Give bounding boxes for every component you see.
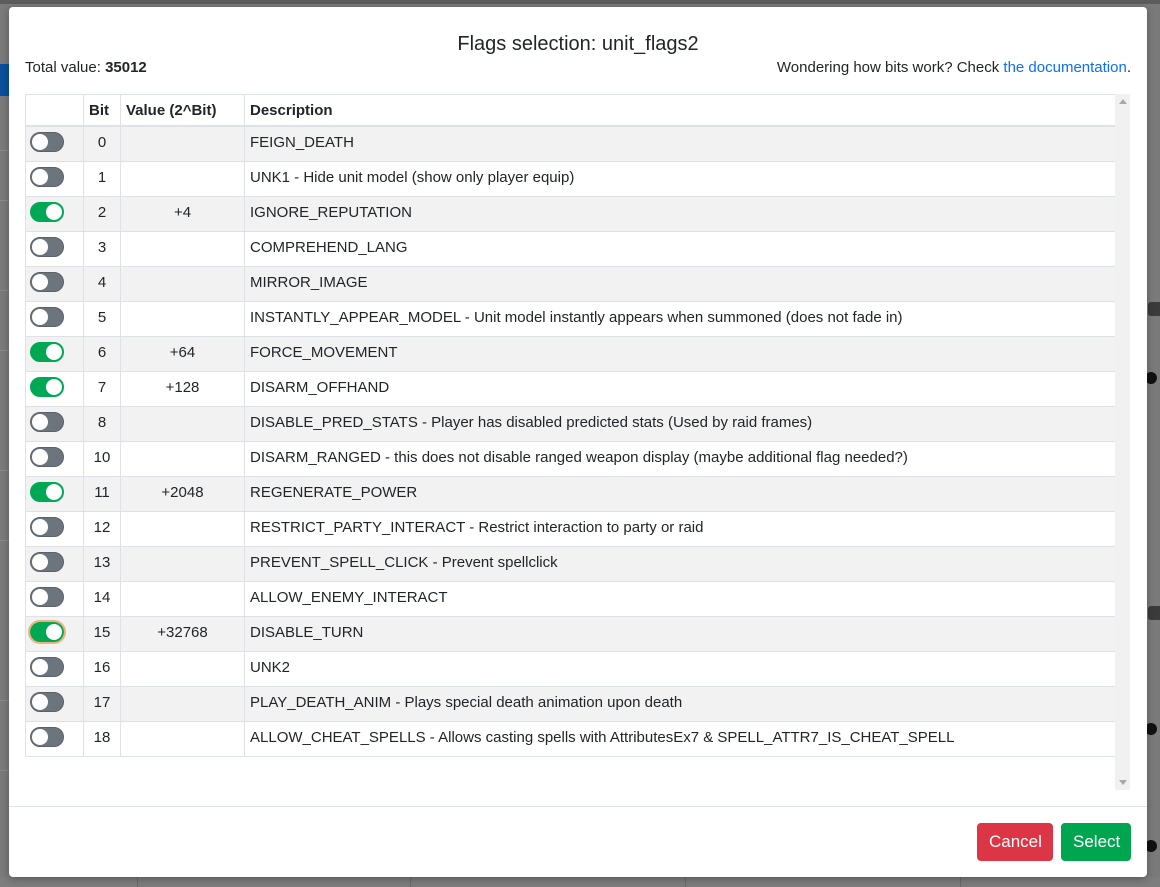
toggle-knob xyxy=(32,449,48,465)
description-cell: PREVENT_SPELL_CLICK - Prevent spellclick xyxy=(245,546,1117,581)
background-divider xyxy=(0,470,9,471)
toggle-cell xyxy=(26,161,84,196)
bit-cell: 0 xyxy=(84,126,121,161)
toggle-knob xyxy=(46,344,62,360)
toggle-knob xyxy=(32,694,48,710)
table-row xyxy=(26,721,1117,756)
bit-cell: 8 xyxy=(84,406,121,441)
description-cell: FORCE_MOVEMENT xyxy=(245,336,1117,371)
flag-toggle-switch[interactable] xyxy=(30,657,64,677)
documentation-hint xyxy=(777,59,1131,76)
toggle-knob xyxy=(32,134,48,150)
table-row xyxy=(26,126,1117,161)
background-divider xyxy=(0,150,9,151)
description-cell: REGENERATE_POWER xyxy=(245,476,1117,511)
toggle-cell xyxy=(26,196,84,231)
description-cell: PLAY_DEATH_ANIM - Plays special death animation upon death xyxy=(245,686,1117,721)
table-row xyxy=(26,406,1117,441)
table-row xyxy=(26,511,1117,546)
toggle-cell xyxy=(26,686,84,721)
select-button[interactable]: Select xyxy=(1061,823,1131,861)
flag-toggle-switch[interactable] xyxy=(30,237,64,257)
description-cell: ALLOW_ENEMY_INTERACT xyxy=(245,581,1117,616)
cancel-button[interactable]: Cancel xyxy=(977,823,1053,861)
value-cell xyxy=(121,406,245,441)
table-row xyxy=(26,616,1117,651)
value-cell: +128 xyxy=(121,371,245,406)
table-row xyxy=(26,546,1117,581)
background-divider xyxy=(0,200,9,201)
flag-toggle-switch[interactable] xyxy=(30,342,64,362)
table-row xyxy=(26,476,1117,511)
table-row xyxy=(26,336,1117,371)
background-topbar xyxy=(0,0,1160,4)
table-row xyxy=(26,161,1117,196)
doc-prefix: Wondering how bits work? Check xyxy=(776,59,1004,76)
total-label: Total value: xyxy=(25,59,101,76)
flag-toggle-switch[interactable] xyxy=(30,727,64,747)
table-row xyxy=(26,196,1117,231)
scroll-up-icon[interactable] xyxy=(1119,99,1127,104)
toggle-knob xyxy=(32,239,48,255)
value-cell xyxy=(121,581,245,616)
bit-cell: 7 xyxy=(84,371,121,406)
value-cell xyxy=(121,161,245,196)
toggle-knob xyxy=(32,274,48,290)
bit-cell: 11 xyxy=(84,476,121,511)
bit-cell: 1 xyxy=(84,161,121,196)
description-cell: DISARM_OFFHAND xyxy=(245,371,1117,406)
description-cell: COMPREHEND_LANG xyxy=(245,231,1117,266)
background-button xyxy=(0,64,9,96)
toggle-cell xyxy=(26,371,84,406)
toggle-cell xyxy=(26,301,84,336)
modal-title: Flags selection: unit_flags2 xyxy=(457,33,699,55)
description-cell: MIRROR_IMAGE xyxy=(245,266,1117,301)
toggle-knob xyxy=(32,414,48,430)
total-value: 35012 xyxy=(105,59,147,76)
description-cell: UNK2 xyxy=(245,651,1117,686)
toggle-cell xyxy=(26,266,84,301)
description-cell: IGNORE_REPUTATION xyxy=(245,196,1117,231)
toggle-cell xyxy=(26,441,84,476)
value-cell xyxy=(121,126,245,161)
background-divider xyxy=(0,290,9,291)
background-badge xyxy=(1148,302,1160,316)
bit-cell: 2 xyxy=(84,196,121,231)
table-row xyxy=(26,266,1117,301)
flag-toggle-switch[interactable] xyxy=(30,692,64,712)
bit-cell: 12 xyxy=(84,511,121,546)
toggle-cell xyxy=(26,581,84,616)
toggle-knob xyxy=(46,624,62,640)
table-row xyxy=(26,231,1117,266)
background-divider xyxy=(0,540,9,541)
toggle-cell xyxy=(26,336,84,371)
background-divider xyxy=(0,350,9,351)
table-row xyxy=(26,581,1117,616)
background-badge xyxy=(1148,606,1160,620)
documentation-link[interactable]: the documentation xyxy=(1003,59,1127,76)
value-cell xyxy=(121,301,245,336)
table-row xyxy=(26,441,1117,476)
header-value: Value (2^Bit) xyxy=(121,95,245,127)
description-cell: DISABLE_TURN xyxy=(245,616,1117,651)
value-cell xyxy=(121,686,245,721)
toggle-cell xyxy=(26,511,84,546)
bit-cell: 3 xyxy=(84,231,121,266)
background-divider xyxy=(0,770,9,771)
flags-table-body xyxy=(26,126,1117,756)
flag-toggle-switch[interactable] xyxy=(30,202,64,222)
description-cell: UNK1 - Hide unit model (show only player equip) xyxy=(245,161,1117,196)
bit-cell: 6 xyxy=(84,336,121,371)
flag-toggle-switch[interactable] xyxy=(30,132,64,152)
description-cell: DISARM_RANGED - this does not disable ranged weapon display (maybe additional flag needed?) xyxy=(245,441,1117,476)
flag-toggle-switch[interactable] xyxy=(30,412,64,432)
flag-toggle-switch[interactable] xyxy=(30,307,64,327)
description-cell: INSTANTLY_APPEAR_MODEL - Unit model instantly appears when summoned (does not fade in) xyxy=(245,301,1117,336)
table-row xyxy=(26,371,1117,406)
flag-toggle-switch[interactable] xyxy=(30,552,64,572)
toggle-cell xyxy=(26,476,84,511)
toggle-knob xyxy=(46,204,62,220)
value-cell xyxy=(121,511,245,546)
value-cell xyxy=(121,441,245,476)
toggle-knob xyxy=(32,589,48,605)
flag-toggle-switch[interactable] xyxy=(30,447,64,467)
toggle-knob xyxy=(46,379,62,395)
toggle-cell xyxy=(26,126,84,161)
modal-footer-divider xyxy=(9,806,1147,807)
toggle-knob xyxy=(32,169,48,185)
flag-toggle-switch[interactable] xyxy=(30,272,64,292)
value-cell: +64 xyxy=(121,336,245,371)
description-cell: ALLOW_CHEAT_SPELLS - Allows casting spells with AttributesEx7 & SPELL_ATTR7_IS_CHEAT_SPELL xyxy=(245,721,1117,756)
toggle-knob xyxy=(32,729,48,745)
flag-toggle-switch[interactable] xyxy=(30,377,64,397)
value-cell xyxy=(121,721,245,756)
bit-cell: 16 xyxy=(84,651,121,686)
background-cell xyxy=(685,877,716,887)
bit-cell: 4 xyxy=(84,266,121,301)
header-description: Description xyxy=(245,95,1117,127)
table-header-row xyxy=(26,95,1117,127)
bit-cell: 14 xyxy=(84,581,121,616)
description-cell: RESTRICT_PARTY_INTERACT - Restrict interaction to party or raid xyxy=(245,511,1117,546)
flag-toggle-switch[interactable] xyxy=(30,167,64,187)
flags-modal xyxy=(9,7,1147,877)
flag-toggle-switch[interactable] xyxy=(30,622,64,642)
toggle-cell xyxy=(26,231,84,266)
bit-cell: 13 xyxy=(84,546,121,581)
toggle-knob xyxy=(32,659,48,675)
value-cell xyxy=(121,266,245,301)
flag-toggle-switch[interactable] xyxy=(30,587,64,607)
toggle-cell xyxy=(26,546,84,581)
toggle-cell xyxy=(26,721,84,756)
flags-table-container[interactable] xyxy=(25,94,1131,790)
flags-table xyxy=(25,94,1117,757)
value-cell: +32768 xyxy=(121,616,245,651)
table-scrollbar[interactable] xyxy=(1115,94,1130,790)
bit-cell: 15 xyxy=(84,616,121,651)
total-value-line xyxy=(25,59,147,76)
toggle-cell xyxy=(26,651,84,686)
bit-cell: 18 xyxy=(84,721,121,756)
flag-toggle-switch[interactable] xyxy=(30,517,64,537)
toggle-cell xyxy=(26,616,84,651)
background-cell xyxy=(137,877,168,887)
table-row xyxy=(26,686,1117,721)
background-cell xyxy=(410,877,441,887)
background-cell xyxy=(960,877,991,887)
toggle-knob xyxy=(32,519,48,535)
description-cell: FEIGN_DEATH xyxy=(245,126,1117,161)
toggle-knob xyxy=(32,309,48,325)
flag-toggle-switch[interactable] xyxy=(30,482,64,502)
table-row xyxy=(26,651,1117,686)
bit-cell: 5 xyxy=(84,301,121,336)
value-cell: +4 xyxy=(121,196,245,231)
description-cell: DISABLE_PRED_STATS - Player has disabled predicted stats (Used by raid frames) xyxy=(245,406,1117,441)
value-cell: +2048 xyxy=(121,476,245,511)
bit-cell: 17 xyxy=(84,686,121,721)
table-row xyxy=(26,301,1117,336)
value-cell xyxy=(121,231,245,266)
doc-suffix: . xyxy=(1126,59,1131,76)
background-divider xyxy=(0,700,9,701)
bit-cell: 10 xyxy=(84,441,121,476)
toggle-cell xyxy=(26,406,84,441)
toggle-knob xyxy=(46,484,62,500)
value-cell xyxy=(121,651,245,686)
toggle-knob xyxy=(32,554,48,570)
scroll-down-icon[interactable] xyxy=(1119,780,1127,785)
value-cell xyxy=(121,546,245,581)
header-bit: Bit xyxy=(84,95,121,127)
header-toggle xyxy=(26,95,84,127)
